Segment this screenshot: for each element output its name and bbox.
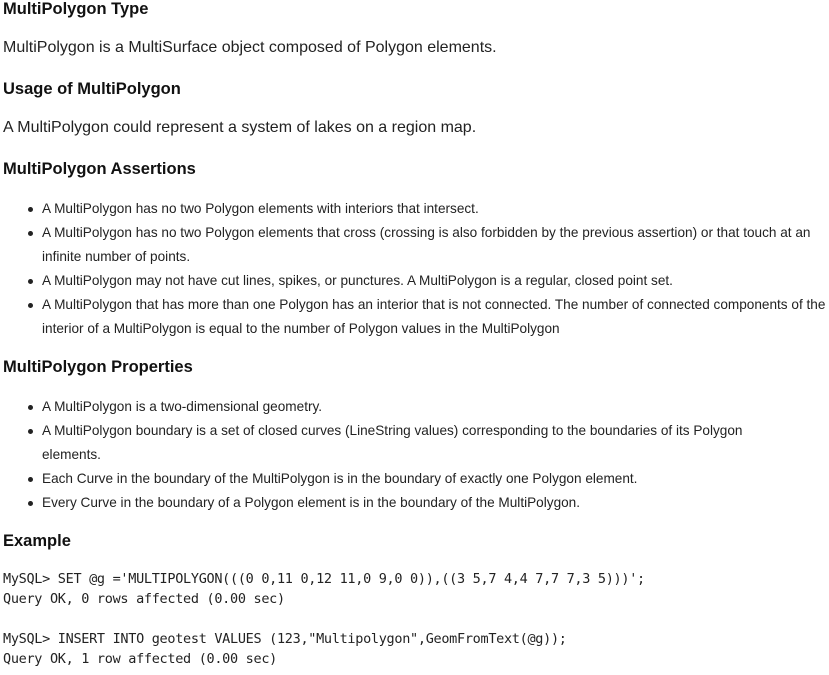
code-line: MySQL> INSERT INTO geotest VALUES (123,"Multipolygon",GeomFromText(@g)); xyxy=(3,631,567,647)
code-line: MySQL> SET @g ='MULTIPOLYGON(((0 0,11 0,12 11,0 9,0 0)),((3 5,7 4,4 7,7 7,3 5)))'; xyxy=(3,571,645,587)
list-item: A MultiPolygon has no two Polygon elements that cross (crossing is also forbidden by the previous assertion) or that touch at an infinite number of points. xyxy=(23,221,827,269)
section-heading-usage: Usage of MultiPolygon xyxy=(3,80,181,98)
list-item: A MultiPolygon is a two-dimensional geometry. xyxy=(23,395,827,419)
code-example xyxy=(3,569,645,669)
section-heading-assertions: MultiPolygon Assertions xyxy=(3,160,196,178)
type-description: MultiPolygon is a MultiSurface object composed of Polygon elements. xyxy=(3,39,497,56)
list-item: Each Curve in the boundary of the MultiPolygon is in the boundary of exactly one Polygon element. xyxy=(23,467,827,491)
section-heading-example: Example xyxy=(3,532,71,550)
code-line xyxy=(3,609,645,629)
code-line: Query OK, 1 row affected (0.00 sec) xyxy=(3,651,277,667)
list-item: Every Curve in the boundary of a Polygon element is in the boundary of the MultiPolygon. xyxy=(23,491,827,515)
properties-list xyxy=(3,395,827,515)
section-heading-properties: MultiPolygon Properties xyxy=(3,358,193,376)
code-line: Query OK, 0 rows affected (0.00 sec) xyxy=(3,591,285,607)
list-item: A MultiPolygon has no two Polygon elements with interiors that intersect. xyxy=(23,197,827,221)
usage-description: A MultiPolygon could represent a system of lakes on a region map. xyxy=(3,119,477,136)
section-heading-type: MultiPolygon Type xyxy=(3,0,149,18)
list-item: A MultiPolygon boundary is a set of closed curves (LineString values) corresponding to the boundaries of its Polygon elements. xyxy=(23,419,827,467)
assertions-list xyxy=(3,197,827,341)
list-item: A MultiPolygon may not have cut lines, spikes, or punctures. A MultiPolygon is a regular, closed point set. xyxy=(23,269,827,293)
list-item: A MultiPolygon that has more than one Polygon has an interior that is not connected. The number of connected components of the interior of a MultiPolygon is equal to the number of Polygon values in the MultiPolygon xyxy=(23,293,827,341)
